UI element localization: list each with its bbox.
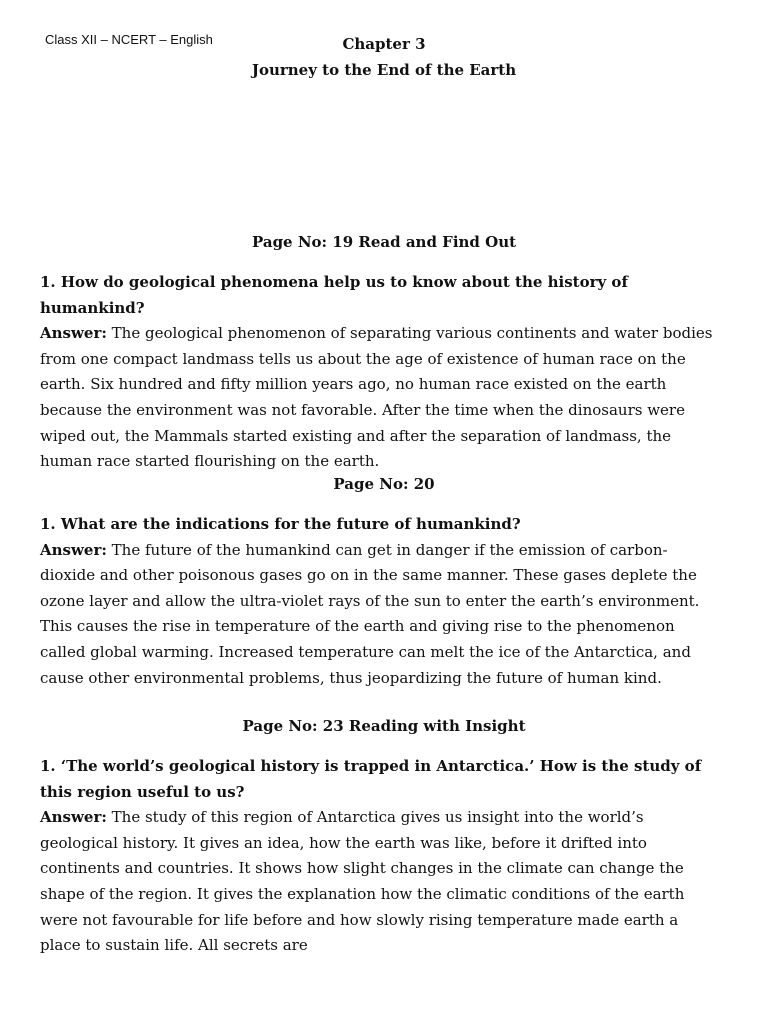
chapter-title: Journey to the End of the Earth	[251, 61, 517, 79]
answer-label: Answer:	[40, 808, 107, 827]
answer-text: The study of this region of Antarctica gives us insight into the world’s geological history. It gives an idea, how the earth was like, before it drifted into continents and countries. It shows how slight changes in the climate can change the shape of the region. It gives the explanation how the climatic conditions of the earth were not favourable for life before and how slowly rising temperature made earth a place to sustain life. All secrets are	[40, 808, 685, 955]
answer-3	[40, 805, 722, 959]
answer-text: The future of the humankind can get in danger if the emission of carbon- dioxide and other poisonous gases go on in the same manner. These gases deplete the ozone layer and allow the ultra-violet rays of the sun to enter the earth’s environment. This causes the rise in temperature of the earth and giving rise to the phenomenon called global warming. Increased temperature can melt the ice of the Antarctica, and cause other environmental problems, thus jeopardizing the future of human kind.	[40, 540, 700, 687]
question-1: 1. How do geological phenomena help us to know about the history of humankind?	[40, 273, 628, 317]
question-3: 1. ‘The world’s geological history is trapped in Antarctica.’ How is the study of this region useful to us?	[40, 757, 702, 801]
question-2: 1. What are the indications for the future of humankind?	[40, 515, 521, 533]
section-heading-page-19: Page No: 19 Read and Find Out	[251, 233, 517, 251]
qa-block-1	[40, 270, 722, 475]
answer-text: The geological phenomenon of separating various continents and water bodies from one compact landmass tells us about the age of existence of human race on the earth. Six hundred and fifty million years ago, no human race existed on the earth because the environment was not favorable. After the time when the dinosaurs were wiped out, the Mammals started existing and after the separation of landmass, the human race started flourishing on the earth.	[40, 324, 713, 471]
section-heading-page-20: Page No: 20	[333, 475, 435, 493]
qa-block-2	[40, 512, 722, 691]
answer-2	[40, 538, 722, 692]
answer-1	[40, 321, 722, 475]
section-heading-page-23: Page No: 23 Reading with Insight	[242, 717, 526, 735]
answer-label: Answer:	[40, 324, 107, 343]
qa-block-3	[40, 754, 722, 959]
answer-label: Answer:	[40, 540, 107, 559]
chapter-number: Chapter 3	[342, 35, 426, 53]
class-tag: Class XII – NCERT – English	[45, 32, 213, 47]
